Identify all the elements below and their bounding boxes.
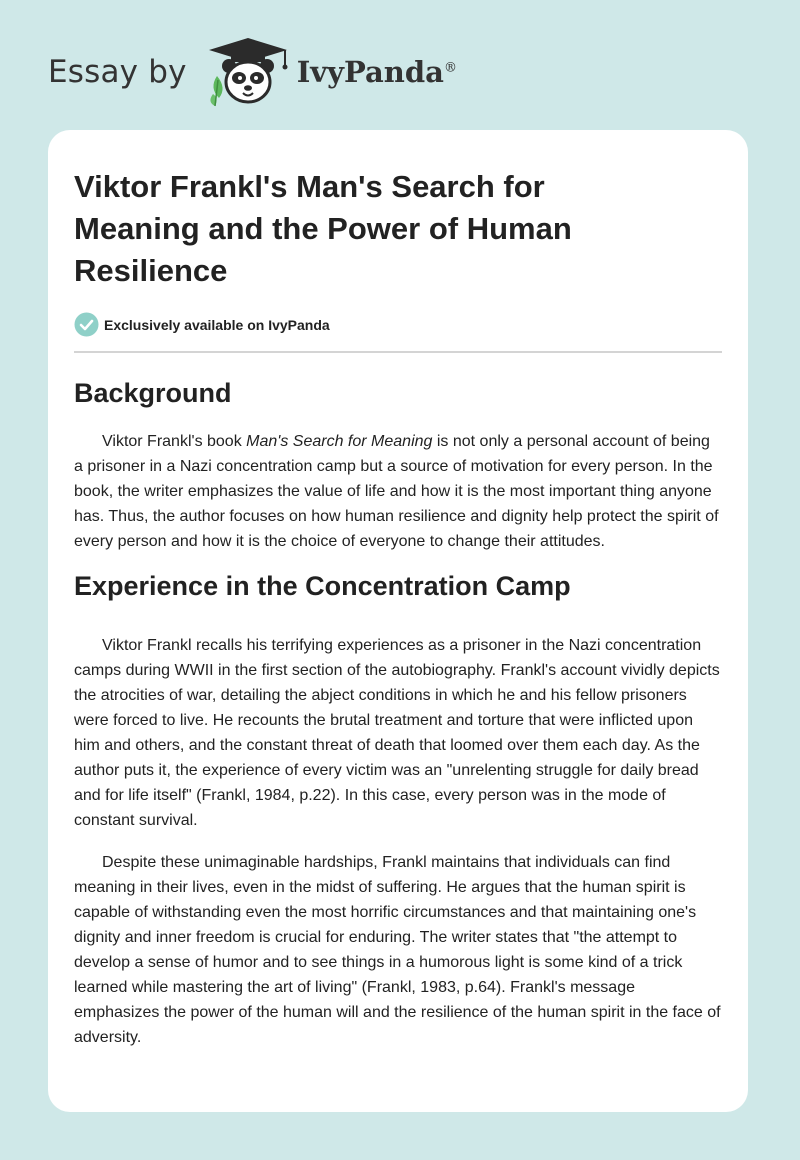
check-badge-icon [74, 312, 99, 337]
brand-header [48, 36, 457, 108]
book-title: Man's Search for Meaning [246, 433, 433, 450]
essay-title: Viktor Frankl's Man's Search for Meaning and the Power of Human Resilience [74, 169, 572, 288]
section-heading-experience: Experience in the Concentration Camp [74, 571, 571, 601]
essay-by-label: Essay by [48, 54, 187, 90]
panda-graduation-cap-icon [205, 36, 291, 108]
paragraph-background: Viktor Frankl's book Man's Search for Meaning is not only a personal account of being a prisoner in a Nazi concentration camp but a source of motivation for every person. In the book, the writer emphasizes the value of life and how it is the most important thing anyone has. Thus, the author focuses on how human resilience and dignity help protect the spirit of every person and how it is the choice of everyone to change their attitudes. [74, 433, 719, 550]
paragraph-experience-2: Despite these unimaginable hardships, Frankl maintains that individuals can find meaning in their lives, even in the midst of suffering. He argues that the human spirit is capable of withstanding even the most horrific circumstances and that maintaining one's dignity and inner freedom is crucial for enduring. The writer states that "the attempt to develop a sense of humor and to see things in a humorous light is some kind of a trick learned while mastering the art of living" (Frankl, 1983, p.64). Frankl's message emphasizes the power of the human will and the resilience of the human spirit in the face of adversity. [74, 854, 721, 1046]
divider [74, 351, 722, 353]
ivypanda-logo-text: IvyPanda® [296, 55, 457, 89]
essay-card [48, 130, 748, 1112]
section-heading-background: Background [74, 378, 232, 408]
paragraph-experience-1: Viktor Frankl recalls his terrifying experiences as a prisoner in the Nazi concentration camps during WWII in the first section of the autobiography. Frankl's account vividly depicts the atrocities of war, detailing the abject conditions in which he and his fellow prisoners were forced to live. He recounts the brutal treatment and torture that were inflicted upon him and others, and the constant threat of death that loomed over them each day. As the author puts it, the experience of every victim was an "unrelenting struggle for daily bread and for life itself" (Frankl, 1984, p.22). In this case, every person was in the mode of constant survival. [74, 637, 720, 829]
badge-label: Exclusively available on IvyPanda [104, 316, 330, 333]
exclusive-badge [74, 312, 722, 337]
